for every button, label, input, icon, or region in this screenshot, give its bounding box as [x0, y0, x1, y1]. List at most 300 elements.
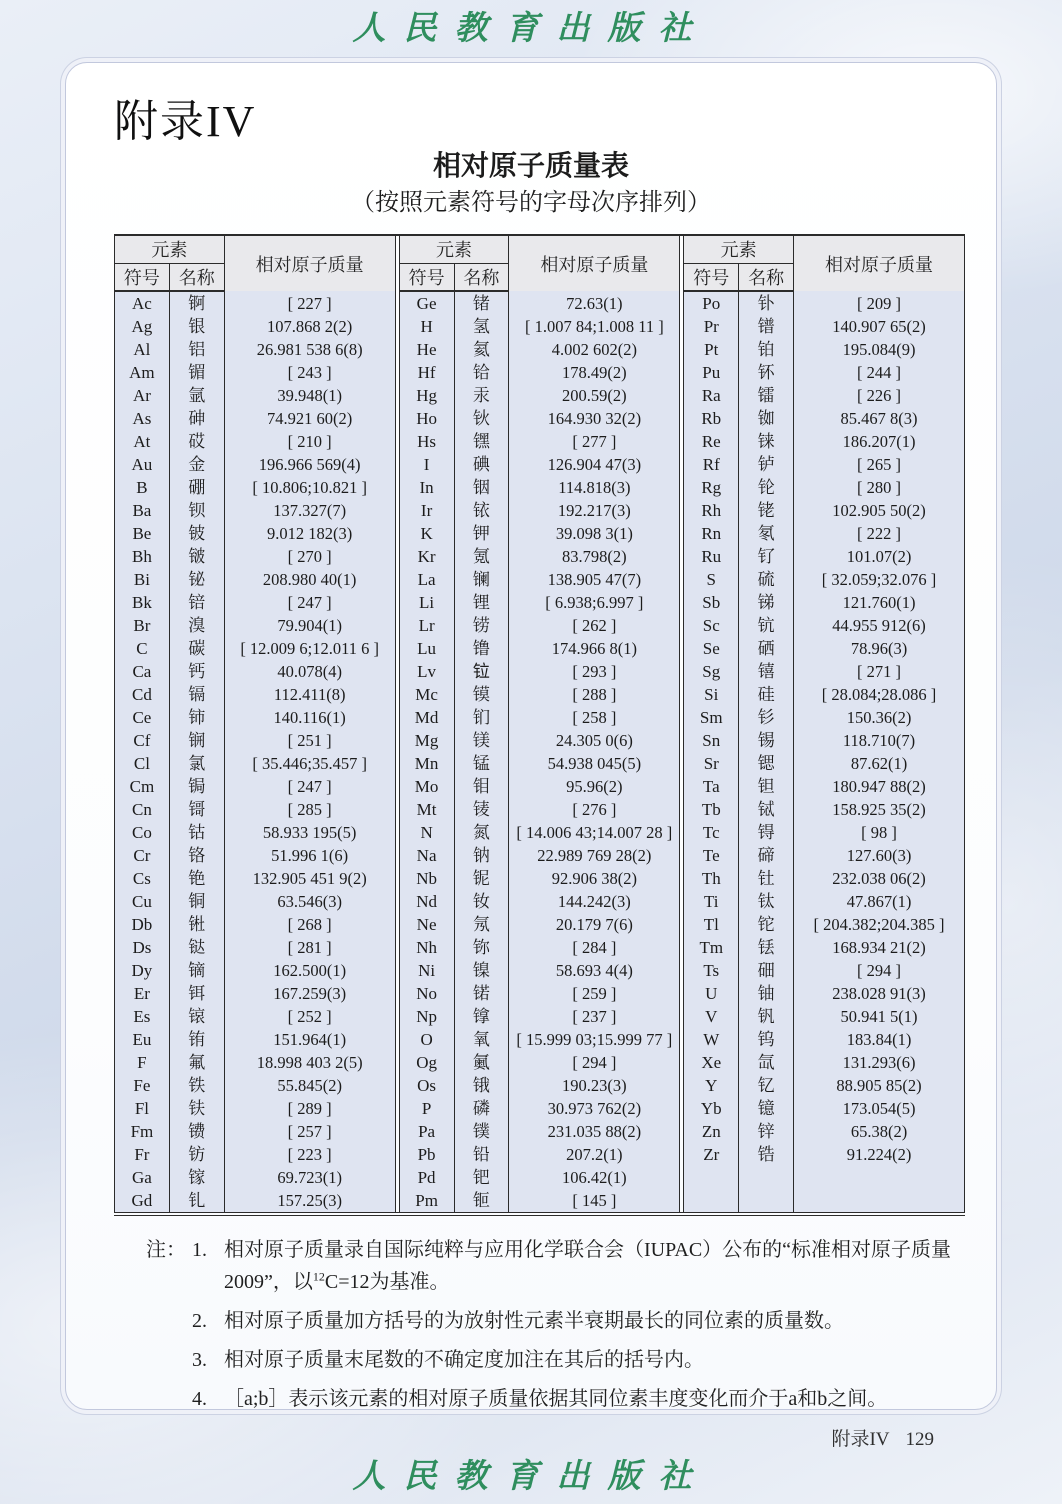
mass-header: 相对原子质量 [794, 236, 965, 291]
mass-header: 相对原子质量 [224, 236, 395, 291]
element-header: 元素 [399, 236, 509, 263]
element-symbol: Ra [684, 384, 739, 407]
element-name: 𫟷 [454, 660, 509, 683]
element-name: 鿫 [454, 1051, 509, 1074]
element-row [399, 1005, 680, 1028]
element-row [399, 522, 680, 545]
element-row [684, 1005, 965, 1028]
element-name: 铑 [739, 499, 794, 522]
element-symbol: Bk [115, 591, 170, 614]
appendix-heading: 附录IV [114, 97, 257, 146]
element-row [115, 1189, 396, 1212]
element-row [684, 453, 965, 476]
element-mass: 102.905 50(2) [794, 499, 965, 522]
element-symbol: Se [684, 637, 739, 660]
element-symbol: Nh [399, 936, 454, 959]
element-row [115, 706, 396, 729]
element-row [399, 683, 680, 706]
element-row [684, 1028, 965, 1051]
element-mass: 118.710(7) [794, 729, 965, 752]
element-name: 锌 [739, 1120, 794, 1143]
element-row [399, 867, 680, 890]
element-symbol: Br [115, 614, 170, 637]
element-name: 金 [169, 453, 224, 476]
element-symbol: Rh [684, 499, 739, 522]
element-row [115, 338, 396, 361]
element-mass: [ 1.007 84;1.008 11 ] [509, 315, 680, 338]
element-name: 锕 [169, 291, 224, 315]
element-row [115, 614, 396, 637]
element-row [399, 361, 680, 384]
element-row [115, 1097, 396, 1120]
element-row [115, 798, 396, 821]
element-symbol: Mc [399, 683, 454, 706]
element-symbol: Mn [399, 752, 454, 775]
element-row [684, 407, 965, 430]
element-row [684, 798, 965, 821]
element-name: 钇 [739, 1074, 794, 1097]
element-mass: [ 14.006 43;14.007 28 ] [509, 821, 680, 844]
note-number: 3. [192, 1349, 207, 1372]
element-row [115, 637, 396, 660]
table-header [399, 236, 680, 291]
element-name: 镭 [739, 384, 794, 407]
element-mass: 83.798(2) [509, 545, 680, 568]
element-name: 镆 [454, 683, 509, 706]
element-row [399, 729, 680, 752]
element-row [115, 890, 396, 913]
element-mass: 186.207(1) [794, 430, 965, 453]
element-name: 锂 [454, 591, 509, 614]
element-name: 氧 [454, 1028, 509, 1051]
element-symbol: La [399, 568, 454, 591]
element-symbol: In [399, 476, 454, 499]
element-row [684, 1120, 965, 1143]
atomic-mass-table-group-1 [114, 236, 396, 1212]
notes-label: 注： [146, 1239, 186, 1262]
element-name: 钴 [169, 821, 224, 844]
element-symbol: W [684, 1028, 739, 1051]
element-name: 氢 [454, 315, 509, 338]
element-symbol: Ts [684, 959, 739, 982]
element-name: 钙 [169, 660, 224, 683]
element-row [684, 591, 965, 614]
element-row [399, 1143, 680, 1166]
symbol-header: 符号 [684, 263, 739, 291]
element-mass: 232.038 06(2) [794, 867, 965, 890]
element-row [115, 1143, 396, 1166]
element-symbol: Sg [684, 660, 739, 683]
element-row [399, 752, 680, 775]
element-symbol: Np [399, 1005, 454, 1028]
element-symbol: Co [115, 821, 170, 844]
element-mass: 174.966 8(1) [509, 637, 680, 660]
element-symbol: Pt [684, 338, 739, 361]
element-row [399, 844, 680, 867]
element-row [399, 291, 680, 315]
element-row [684, 1097, 965, 1120]
element-symbol: Ni [399, 959, 454, 982]
element-mass: [ 223 ] [224, 1143, 395, 1166]
note-item-2 [192, 1305, 970, 1337]
element-row [399, 890, 680, 913]
element-symbol: Ce [115, 706, 170, 729]
element-name: 钋 [739, 291, 794, 315]
element-mass: 55.845(2) [224, 1074, 395, 1097]
element-name: 钌 [739, 545, 794, 568]
element-name: 铱 [454, 499, 509, 522]
element-mass: 26.981 538 6(8) [224, 338, 395, 361]
element-name: 硫 [739, 568, 794, 591]
element-mass: 178.49(2) [509, 361, 680, 384]
element-name: 钍 [739, 867, 794, 890]
element-mass: 207.2(1) [509, 1143, 680, 1166]
element-row [399, 1074, 680, 1097]
element-row [684, 660, 965, 683]
element-symbol: Li [399, 591, 454, 614]
element-name: 硒 [739, 637, 794, 660]
element-name: 氦 [454, 338, 509, 361]
element-symbol: Ge [399, 291, 454, 315]
element-mass: 168.934 21(2) [794, 936, 965, 959]
element-name: 锘 [454, 982, 509, 1005]
element-mass: [ 226 ] [794, 384, 965, 407]
element-mass: 63.546(3) [224, 890, 395, 913]
element-symbol [684, 1166, 739, 1189]
element-mass: [ 210 ] [224, 430, 395, 453]
note-number: 1. [192, 1239, 207, 1262]
element-row [399, 568, 680, 591]
element-row [684, 522, 965, 545]
element-symbol: C [115, 637, 170, 660]
element-name: 镍 [454, 959, 509, 982]
element-name: 铟 [454, 476, 509, 499]
element-row [399, 660, 680, 683]
table-subtitle: （按照元素符号的字母次序排列） [351, 190, 711, 217]
footer-page-number: 129 [905, 1429, 934, 1450]
element-header: 元素 [684, 236, 794, 263]
element-symbol: Kr [399, 545, 454, 568]
element-row [399, 430, 680, 453]
element-name: 磷 [454, 1097, 509, 1120]
content-card [65, 62, 997, 1410]
element-row [684, 568, 965, 591]
element-row [115, 752, 396, 775]
element-row [684, 821, 965, 844]
atomic-mass-table-group-2 [399, 236, 681, 1212]
element-symbol: At [115, 430, 170, 453]
element-row [684, 982, 965, 1005]
element-name: 铀 [739, 982, 794, 1005]
element-mass: 150.36(2) [794, 706, 965, 729]
element-table-body [115, 291, 396, 1212]
element-name: 𬭊 [169, 913, 224, 936]
element-symbol: Tm [684, 936, 739, 959]
note-text: 相对原子质量录自国际纯粹与应用化学联合会（IUPAC）公布的“标准相对原子质量2009”，以$^{12}$C=12为基准。 [224, 1239, 952, 1294]
element-name: 锔 [169, 775, 224, 798]
element-name: 氩 [169, 384, 224, 407]
element-row [684, 959, 965, 982]
element-symbol: Nd [399, 890, 454, 913]
element-symbol: Ne [399, 913, 454, 936]
element-symbol: Db [115, 913, 170, 936]
element-mass: 40.078(4) [224, 660, 395, 683]
element-name: 镥 [454, 637, 509, 660]
element-symbol: P [399, 1097, 454, 1120]
element-mass: [ 276 ] [509, 798, 680, 821]
element-symbol: Al [115, 338, 170, 361]
element-name: 锝 [739, 821, 794, 844]
element-row [399, 476, 680, 499]
element-mass: 190.23(3) [509, 1074, 680, 1097]
element-symbol [684, 1189, 739, 1212]
element-mass: 164.930 32(2) [509, 407, 680, 430]
mass-header: 相对原子质量 [509, 236, 680, 291]
element-symbol: Fm [115, 1120, 170, 1143]
element-name: 铪 [454, 361, 509, 384]
element-row [399, 614, 680, 637]
element-header: 元素 [115, 236, 225, 263]
element-symbol: Zr [684, 1143, 739, 1166]
element-row [684, 844, 965, 867]
element-mass: 78.96(3) [794, 637, 965, 660]
element-row [399, 453, 680, 476]
element-row [115, 867, 396, 890]
element-name: 锶 [739, 752, 794, 775]
element-symbol: F [115, 1051, 170, 1074]
element-name: 镎 [454, 1005, 509, 1028]
element-row [684, 1166, 965, 1189]
element-row [115, 499, 396, 522]
element-mass: 208.980 40(1) [224, 568, 395, 591]
element-row [684, 637, 965, 660]
element-name: 镱 [739, 1097, 794, 1120]
element-mass: 44.955 912(6) [794, 614, 965, 637]
element-mass: 140.116(1) [224, 706, 395, 729]
element-name: 铂 [739, 338, 794, 361]
element-name: 𬭶 [454, 430, 509, 453]
element-symbol: U [684, 982, 739, 1005]
element-mass: 20.179 7(6) [509, 913, 680, 936]
element-name: 硅 [739, 683, 794, 706]
element-mass: [ 252 ] [224, 1005, 395, 1028]
element-symbol: Cf [115, 729, 170, 752]
element-name: 𬬭 [739, 476, 794, 499]
element-symbol: Si [684, 683, 739, 706]
element-symbol: Po [684, 291, 739, 315]
element-name: 鿭 [454, 936, 509, 959]
element-symbol: Yb [684, 1097, 739, 1120]
element-mass: 162.500(1) [224, 959, 395, 982]
element-name: 砷 [169, 407, 224, 430]
name-header: 名称 [169, 263, 224, 291]
element-name: 氯 [169, 752, 224, 775]
element-symbol: Pu [684, 361, 739, 384]
element-name: 镅 [169, 361, 224, 384]
element-name: 硼 [169, 476, 224, 499]
element-row [399, 591, 680, 614]
element-name: 鿔 [169, 798, 224, 821]
element-name: 镁 [454, 729, 509, 752]
element-name: 锰 [454, 752, 509, 775]
element-row [115, 430, 396, 453]
element-row [399, 407, 680, 430]
element-symbol: Tc [684, 821, 739, 844]
element-symbol: S [684, 568, 739, 591]
element-symbol: V [684, 1005, 739, 1028]
element-name: 镧 [454, 568, 509, 591]
element-symbol: Ti [684, 890, 739, 913]
element-mass: [ 288 ] [509, 683, 680, 706]
element-symbol: Cl [115, 752, 170, 775]
element-symbol: Er [115, 982, 170, 1005]
element-mass: 87.62(1) [794, 752, 965, 775]
element-name: 镄 [169, 1120, 224, 1143]
element-name: 钆 [169, 1189, 224, 1212]
element-mass: [ 32.059;32.076 ] [794, 568, 965, 591]
element-symbol: Ds [115, 936, 170, 959]
element-row [684, 545, 965, 568]
element-row [115, 775, 396, 798]
element-row [399, 315, 680, 338]
page-footer [0, 1424, 1062, 1450]
element-mass: [ 15.999 03;15.999 77 ] [509, 1028, 680, 1051]
element-mass: [ 268 ] [224, 913, 395, 936]
element-mass: [ 247 ] [224, 591, 395, 614]
element-symbol: Cs [115, 867, 170, 890]
element-name: 钼 [454, 775, 509, 798]
element-mass: 30.973 762(2) [509, 1097, 680, 1120]
note-number: 4. [192, 1388, 207, 1411]
element-symbol: Mo [399, 775, 454, 798]
element-name: 铹 [454, 614, 509, 637]
element-symbol: Am [115, 361, 170, 384]
element-row [399, 913, 680, 936]
element-symbol: Sb [684, 591, 739, 614]
element-symbol: Ag [115, 315, 170, 338]
element-mass: 72.63(1) [509, 291, 680, 315]
element-mass: [ 251 ] [224, 729, 395, 752]
element-mass: [ 98 ] [794, 821, 965, 844]
element-symbol: Fr [115, 1143, 170, 1166]
element-mass: 92.906 38(2) [509, 867, 680, 890]
element-row [399, 982, 680, 1005]
element-symbol: Gd [115, 1189, 170, 1212]
element-mass: [ 204.382;204.385 ] [794, 913, 965, 936]
element-name: 锇 [454, 1074, 509, 1097]
element-mass: 79.904(1) [224, 614, 395, 637]
note-text: 相对原子质量加方括号的为放射性元素半衰期最长的同位素的质量数。 [224, 1310, 844, 1333]
element-mass: [ 10.806;10.821 ] [224, 476, 395, 499]
note-text: ［a;b］表示该元素的相对原子质量依据其同位素丰度变化而介于a和b之间。 [224, 1388, 888, 1411]
element-mass: 192.217(3) [509, 499, 680, 522]
element-row [115, 1166, 396, 1189]
element-row [115, 844, 396, 867]
publisher-logo-bottom: 人民教育出版社 [352, 1456, 710, 1495]
element-row [115, 1120, 396, 1143]
element-mass: [ 293 ] [509, 660, 680, 683]
element-row [684, 936, 965, 959]
element-symbol: Be [115, 522, 170, 545]
element-symbol: Ac [115, 291, 170, 315]
element-name: 钽 [739, 775, 794, 798]
element-name: 钔 [454, 706, 509, 729]
element-name: 钕 [454, 890, 509, 913]
element-name: 铽 [739, 798, 794, 821]
element-symbol: K [399, 522, 454, 545]
element-name: 锡 [739, 729, 794, 752]
element-name: 鿬 [739, 959, 794, 982]
element-row [115, 407, 396, 430]
element-row [684, 752, 965, 775]
element-symbol: Bh [115, 545, 170, 568]
element-symbol: Mt [399, 798, 454, 821]
footer-appendix-label: 附录IV [831, 1429, 890, 1450]
element-symbol: Fe [115, 1074, 170, 1097]
element-mass: [ 285 ] [224, 798, 395, 821]
publisher-logo-top: 人民教育出版社 [352, 8, 710, 47]
element-symbol: Cm [115, 775, 170, 798]
element-symbol: Ir [399, 499, 454, 522]
element-row [684, 1143, 965, 1166]
element-mass: [ 259 ] [509, 982, 680, 1005]
element-symbol: Nb [399, 867, 454, 890]
element-name [739, 1189, 794, 1212]
element-name: 铁 [169, 1074, 224, 1097]
element-row [684, 775, 965, 798]
element-name: 铅 [454, 1143, 509, 1166]
element-mass: 114.818(3) [509, 476, 680, 499]
element-mass: 39.098 3(1) [509, 522, 680, 545]
table-title: 相对原子质量表 [432, 150, 629, 182]
element-row [684, 1189, 965, 1212]
element-symbol: Cn [115, 798, 170, 821]
element-mass: [ 277 ] [509, 430, 680, 453]
element-symbol: Lv [399, 660, 454, 683]
element-row [115, 959, 396, 982]
element-mass: 22.989 769 28(2) [509, 844, 680, 867]
element-table-body [399, 291, 680, 1212]
element-row [115, 522, 396, 545]
element-row [399, 936, 680, 959]
element-name: 铍 [169, 522, 224, 545]
symbol-header: 符号 [115, 263, 170, 291]
element-row [399, 384, 680, 407]
element-mass: [ 247 ] [224, 775, 395, 798]
element-row [399, 1028, 680, 1051]
element-name: 镉 [169, 683, 224, 706]
element-mass: [ 35.446;35.457 ] [224, 752, 395, 775]
element-name: 镤 [454, 1120, 509, 1143]
element-row [684, 338, 965, 361]
name-header: 名称 [739, 263, 794, 291]
element-mass: 126.904 47(3) [509, 453, 680, 476]
element-mass: 69.723(1) [224, 1166, 395, 1189]
element-name: 𫟼 [169, 936, 224, 959]
element-symbol: Es [115, 1005, 170, 1028]
element-mass: 4.002 602(2) [509, 338, 680, 361]
element-name: 铌 [454, 867, 509, 890]
element-name: 铝 [169, 338, 224, 361]
element-row [115, 361, 396, 384]
element-row [115, 1051, 396, 1074]
element-symbol: Ru [684, 545, 739, 568]
element-name: 铷 [739, 407, 794, 430]
element-symbol: Dy [115, 959, 170, 982]
note-item-1 [192, 1234, 970, 1298]
element-name: 钐 [739, 706, 794, 729]
element-symbol: Sr [684, 752, 739, 775]
